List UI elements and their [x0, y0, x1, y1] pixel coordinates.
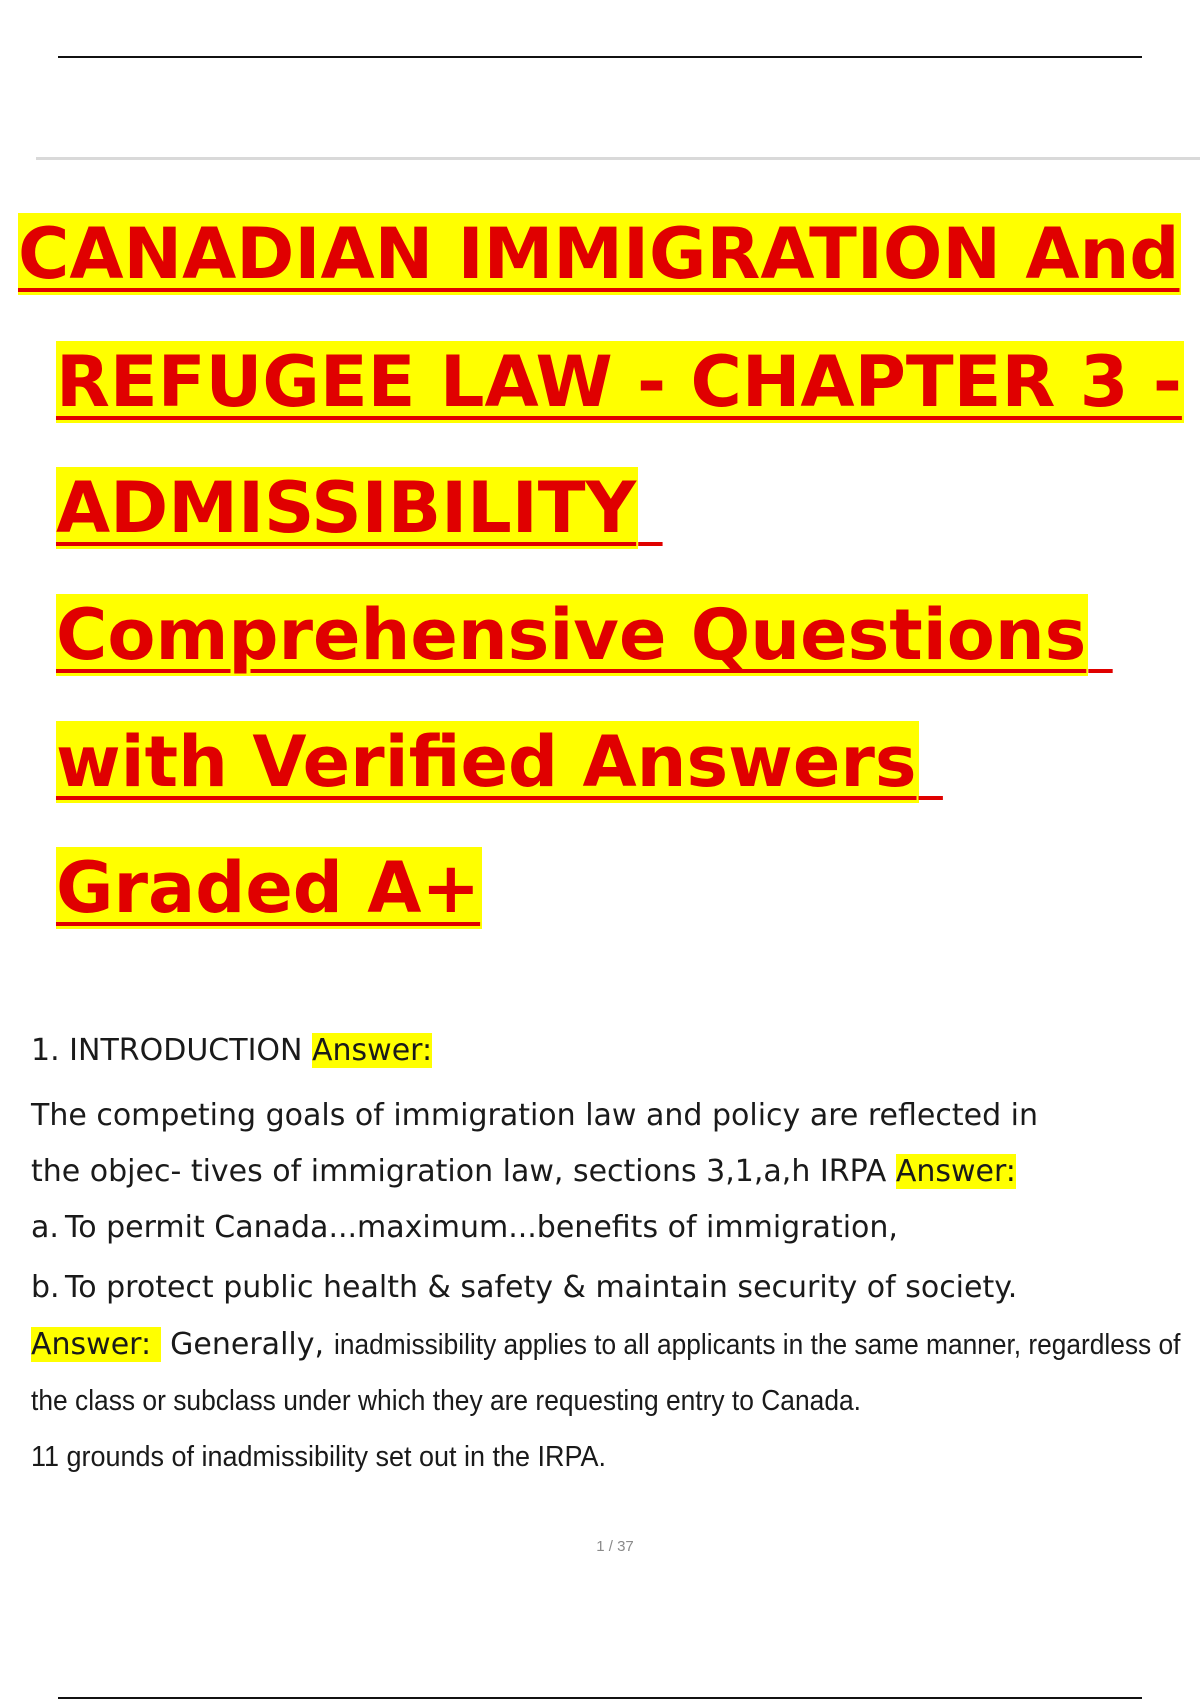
answer-line [31, 1325, 1200, 1365]
top-rule [58, 56, 1142, 58]
paragraph-line: The competing goals of immigration law and policy are reflected in [31, 1098, 1039, 1133]
answer-label: Answer: [312, 1033, 433, 1068]
title-line-1: CANADIAN IMMIGRATION And [18, 213, 1180, 295]
title-line-2: REFUGEE LAW - CHAPTER 3 - [56, 341, 1182, 423]
list-item-text: To permit Canada...maximum...benefits of immigration, [65, 1210, 898, 1245]
list-item [31, 1268, 1017, 1308]
title-line-3: ADMISSIBILITY [56, 467, 637, 549]
list-item-text: To protect public health & safety & maintain security of society. [65, 1270, 1018, 1305]
question-text: 1. INTRODUCTION [31, 1033, 303, 1068]
paragraph-line: the objec- tives of immigration law, sections 3,1,a,h IRPA Answer: [31, 1154, 1016, 1189]
answer-line [31, 1381, 943, 1421]
list-marker: b. [31, 1270, 60, 1305]
bottom-rule [58, 1697, 1142, 1699]
page-indicator: 1 / 37 [596, 1538, 634, 1555]
answer-lead: Generally, [170, 1327, 325, 1362]
title-line-6: Graded A+ [56, 847, 481, 929]
answer-label: Answer: [31, 1327, 161, 1362]
list-item [31, 1208, 898, 1248]
question-intro [31, 1031, 432, 1071]
list-marker: a. [31, 1210, 59, 1245]
title-line-5: with Verified Answers [56, 721, 917, 803]
title-line-4: Comprehensive Questions [56, 594, 1087, 676]
answer-text: the class or subclass under which they are requesting entry to Canada. [31, 1385, 861, 1417]
answer-label: Answer: [895, 1154, 1016, 1189]
grounds-line: 11 grounds of inadmissibility set out in the IRPA. [31, 1441, 606, 1473]
header-divider [36, 157, 1200, 160]
answer-text: inadmissibility applies to all applicants in the same manner, regardless of [333, 1329, 1180, 1361]
